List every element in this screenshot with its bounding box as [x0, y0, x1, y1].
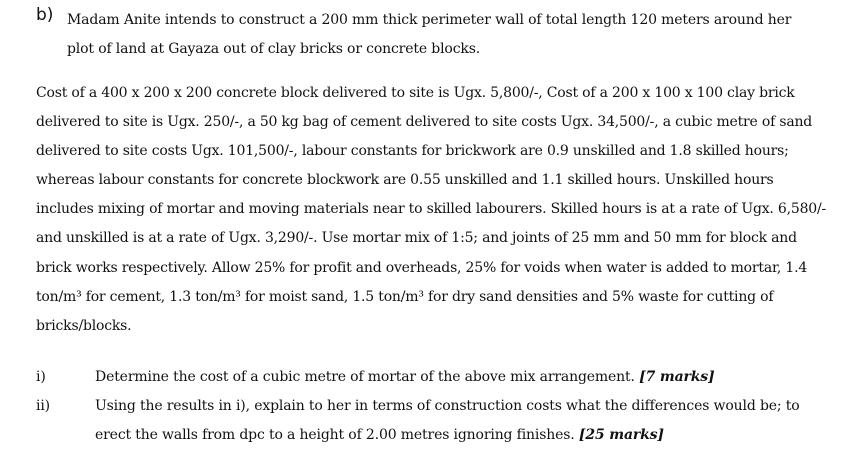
question-intro: Madam Anite intends to construct a 200 mm thick perimeter wall of total length 120 meters around her plot of land at Gayaza out of clay bricks or concrete blocks. [67, 12, 792, 57]
subquestion-1-body [95, 363, 816, 392]
subquestion-2-text: Using the results in i), explain to her in terms of construction costs what the differences would be; to erect the walls from dpc to a height of 2.00 metres ignoring finishes. [95, 398, 800, 443]
subquestion-1-text: Determine the cost of a cubic metre of mortar of the above mix arrangement. [95, 369, 635, 385]
subquestion-2-marks: [25 marks] [578, 427, 664, 443]
subquestion-2 [36, 392, 816, 450]
subquestion-1-number: i) [36, 369, 46, 385]
cost-data-paragraph: Cost of a 400 x 200 x 200 concrete block delivered to site is Ugx. 5,800/-, Cost of a 200 x 100 x 100 clay brick delivered to site is Ugx. 250/-, a 50 kg bag of cement delivered to site costs Ugx. 34,500/-, a cubic metre of sand delivered to site costs Ugx. 101,500/-, labour constants for brickwork are 0.9 unskilled and 1.8 skilled hours; whereas labour constants for concrete blockwork are 0.55 unskilled and 1.1 skilled hours. Unskilled hours includes mixing of mortar and moving materials near to skilled labourers. Skilled hours is at a rate of Ugx. 6,580/- and unskilled is at a rate of Ugx. 3,290/-. Use mortar mix of 1:5; and joints of 25 mm and 50 mm for block and brick works respectively. Allow 25% for profit and overheads, 25% for voids when water is added to mortar, 1.4 ton/m³ for cement, 1.3 ton/m³ for moist sand, 1.5 ton/m³ for dry sand densities and 5% waste for cutting of bricks/blocks. [36, 85, 827, 334]
subquestion-list [36, 363, 816, 450]
subquestion-2-number: ii) [36, 398, 50, 414]
subquestion-2-body [95, 392, 816, 450]
subquestion-1 [36, 363, 816, 392]
subquestion-1-marks: [7 marks] [639, 369, 715, 385]
question-label: b) [36, 5, 54, 25]
